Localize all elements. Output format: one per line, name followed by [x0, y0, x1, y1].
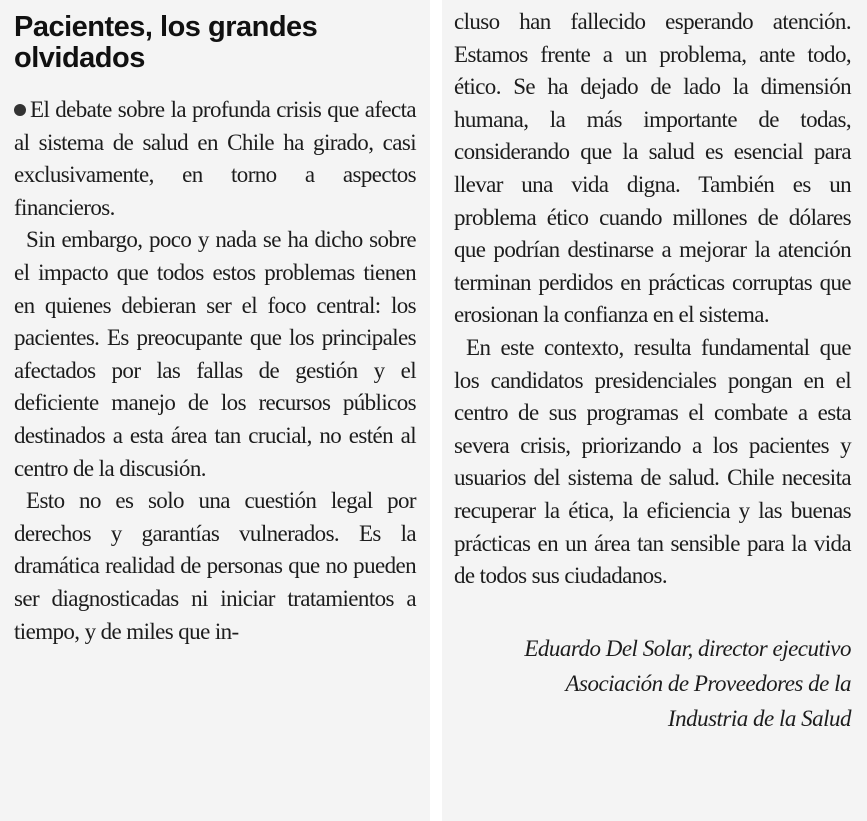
paragraph-4: En este contexto, resulta fundamental que los candidatos presidenciales pongan en el centro de sus programas el combate a esta severa crisis, priorizando a los pacientes y usuarios del sistema de salud. Chile necesita recuperar la ética, la eficiencia y las buenas prácticas en un área tan sensible para la vida de todos sus ciudadanos.	[454, 334, 851, 589]
headline: Pacientes, los grandes olvidados	[14, 11, 318, 74]
paragraph-3-continued: cluso han fallecido esperando atención. Estamos frente a un problema, ante todo, ético. Se ha dejado de lado la dimensión humana, la más importante de todas, considerando que la salud es esencial para llevar una vida digna. También es un problema ético cuando millones de dólares que podrían destinarse a mejorar la atención terminan perdidos en prácticas corruptas que erosionan la confianza en el sistema.	[454, 9, 851, 328]
paragraph-3: Esto no es solo una cuestión legal por derechos y garantías vulnerados. Es la dramática realidad de personas que no pueden ser diagnosticadas ni iniciar tratamientos a tiempo, y de miles que in-	[14, 488, 416, 644]
signature	[454, 631, 851, 736]
right-column	[442, 0, 867, 821]
signature-org-line-2: Industria de la Salud	[667, 705, 851, 731]
signature-author: Eduardo Del Solar, director ejecutivo	[524, 635, 851, 661]
left-column	[0, 0, 430, 821]
bullet-icon	[14, 104, 26, 116]
signature-org-line-1: Asociación de Proveedores de la	[565, 670, 851, 696]
paragraph-1	[14, 94, 416, 224]
paragraph-1-text: El debate sobre la profunda crisis que afecta al sistema de salud en Chile ha girado, casi exclusivamente, en torno a aspectos financieros.	[14, 97, 416, 220]
paragraph-2: Sin embargo, poco y nada se ha dicho sobre el impacto que todos estos problemas tienen en quienes debieran ser el foco central: los pacientes. Es preocupante que los principales afectados por las fallas de gestión y el deficiente manejo de los recursos públicos destinados a esta área tan crucial, no estén al centro de la discusión.	[14, 227, 416, 481]
